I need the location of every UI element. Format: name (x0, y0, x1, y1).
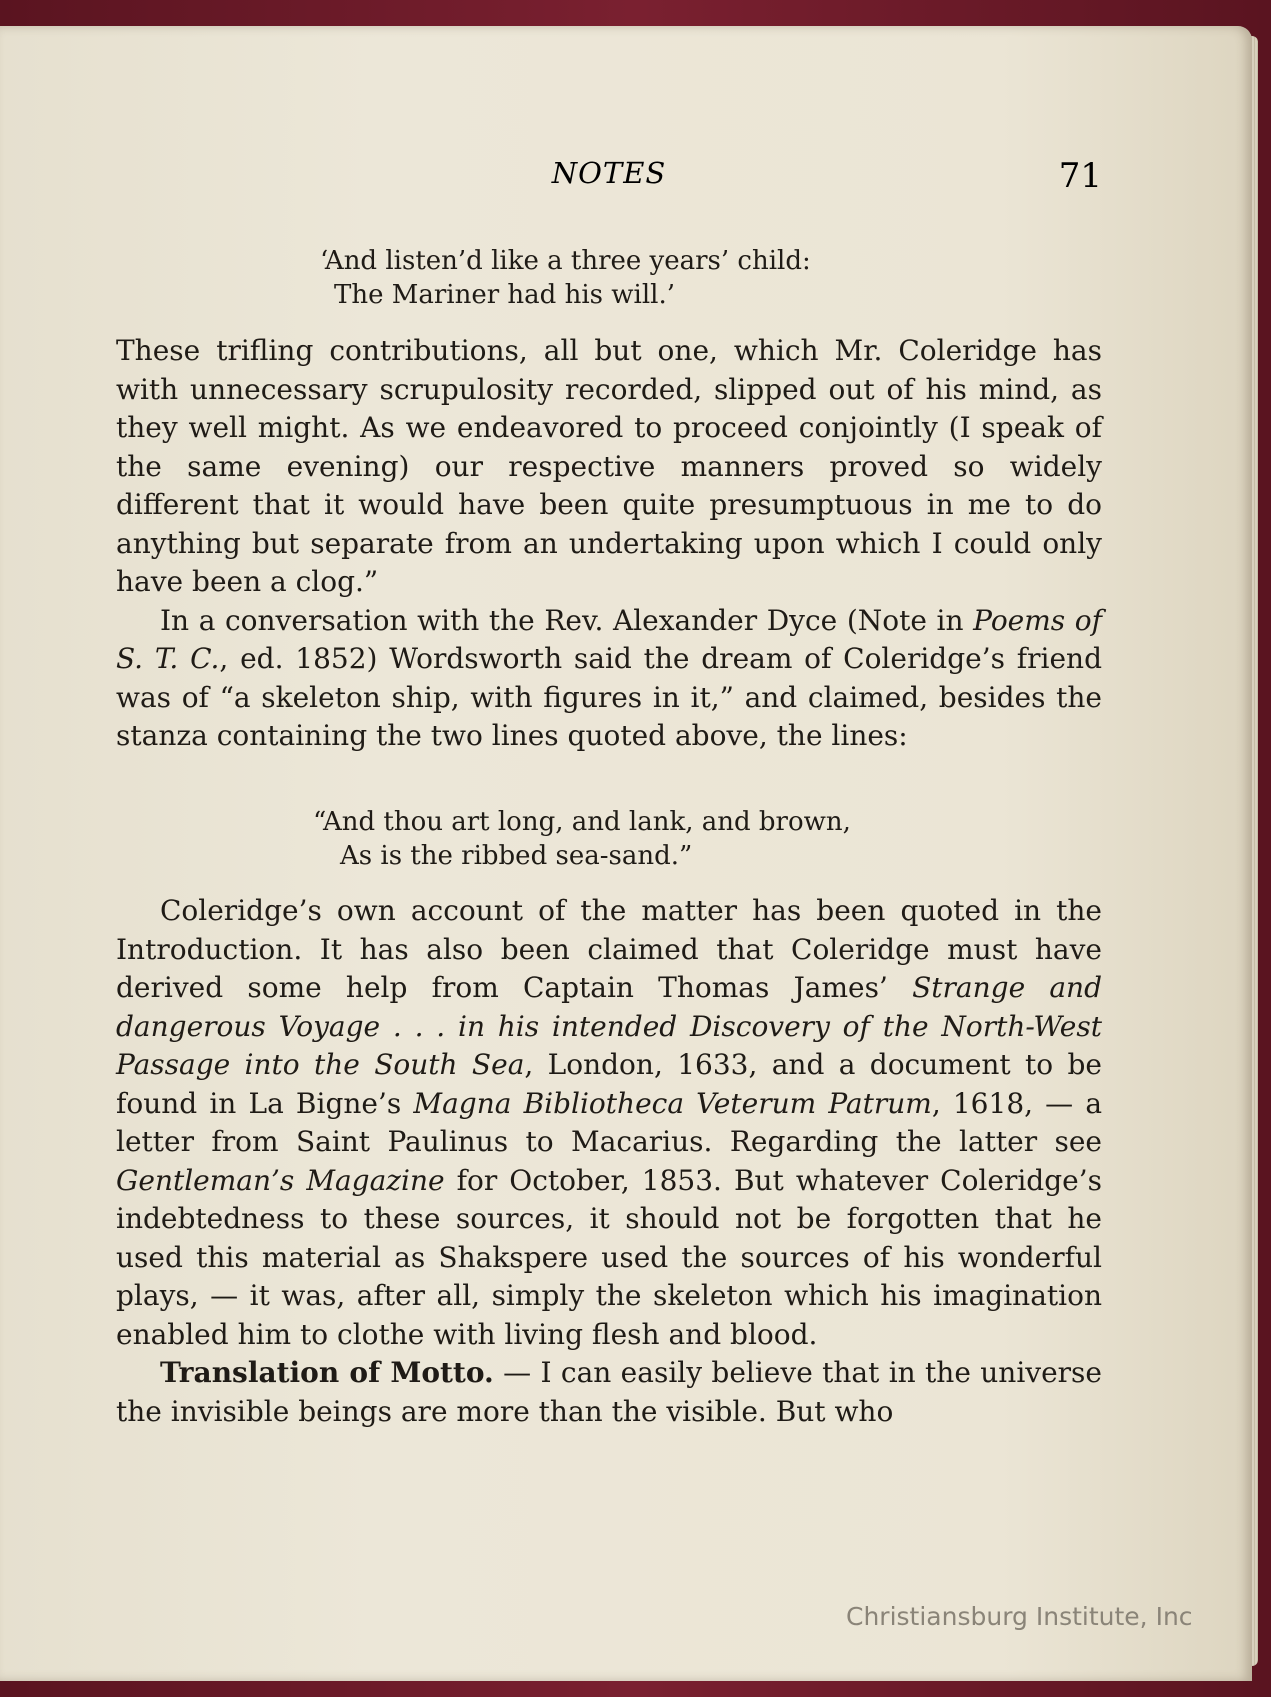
body-text-lower (116, 892, 1102, 1431)
paragraph-1: These trifling contributions, all but one, which Mr. Coleridge has with unnecessary scrupulosity recorded, slipped out of his mind, as they well might. As we endeavored to proceed conjointly (I speak of the same evening) our respective manners proved so widely different that it would have been quite presumptuous in me to do anything but separate from an undertaking upon which I could only have been a clog.” (116, 334, 1102, 598)
motto-heading: Translation of Motto. (160, 1356, 494, 1389)
header-title: NOTES (551, 156, 667, 190)
verse-quote-2 (313, 805, 851, 873)
verse-line: ‘And listen’d like a three years’ child: (320, 246, 811, 276)
body-text-upper (116, 332, 1102, 756)
paragraph-3: Coleridge’s own account of the matter has been quoted in the Introduction. It has also been claimed that Coleridge must have derived some help from Captain Thomas James’ Strange and dangerous Voyage . . . in his intended Discovery of the North-West Passage into the South Sea, London, 1633, and a document to be found in La Bigne’s Magna Bibliotheca Veterum Patrum, 1618, — a letter from Saint Paulinus to Macarius. Regarding the latter see Gentleman’s Magazine for October, 1853. But whatever Coleridge’s indebtedness to these sources, it should not be forgotten that he used this material as Shakspere used the sources of his wonderful plays, — it was, after all, simply the skeleton which his imagination enabled him to clothe with living flesh and blood. (116, 894, 1103, 1351)
verse-line: The Mariner had his will.’ (334, 280, 675, 310)
paragraph-2: In a conversation with the Rev. Alexander Dyce (Note in Poems of S. T. C., ed. 1852) Wordsworth said the dream of Coleridge’s friend was of “a skeleton ship, with figures in it,” and claimed, besides the stanza containing the two lines quoted above, the lines: (116, 603, 1102, 752)
running-header (116, 156, 1102, 196)
watermark: Christiansburg Institute, Inc (846, 1602, 1193, 1631)
verse-line: As is the ribbed sea-sand.” (340, 841, 693, 871)
paragraph-4: Translation of Motto. — I can easily believe that in the universe the invisible beings are more than the visible. But who (116, 1356, 1102, 1428)
page-number: 71 (1058, 156, 1102, 196)
verse-line: “And thou art long, and lank, and brown, (313, 807, 851, 837)
verse-quote-1 (320, 244, 811, 312)
